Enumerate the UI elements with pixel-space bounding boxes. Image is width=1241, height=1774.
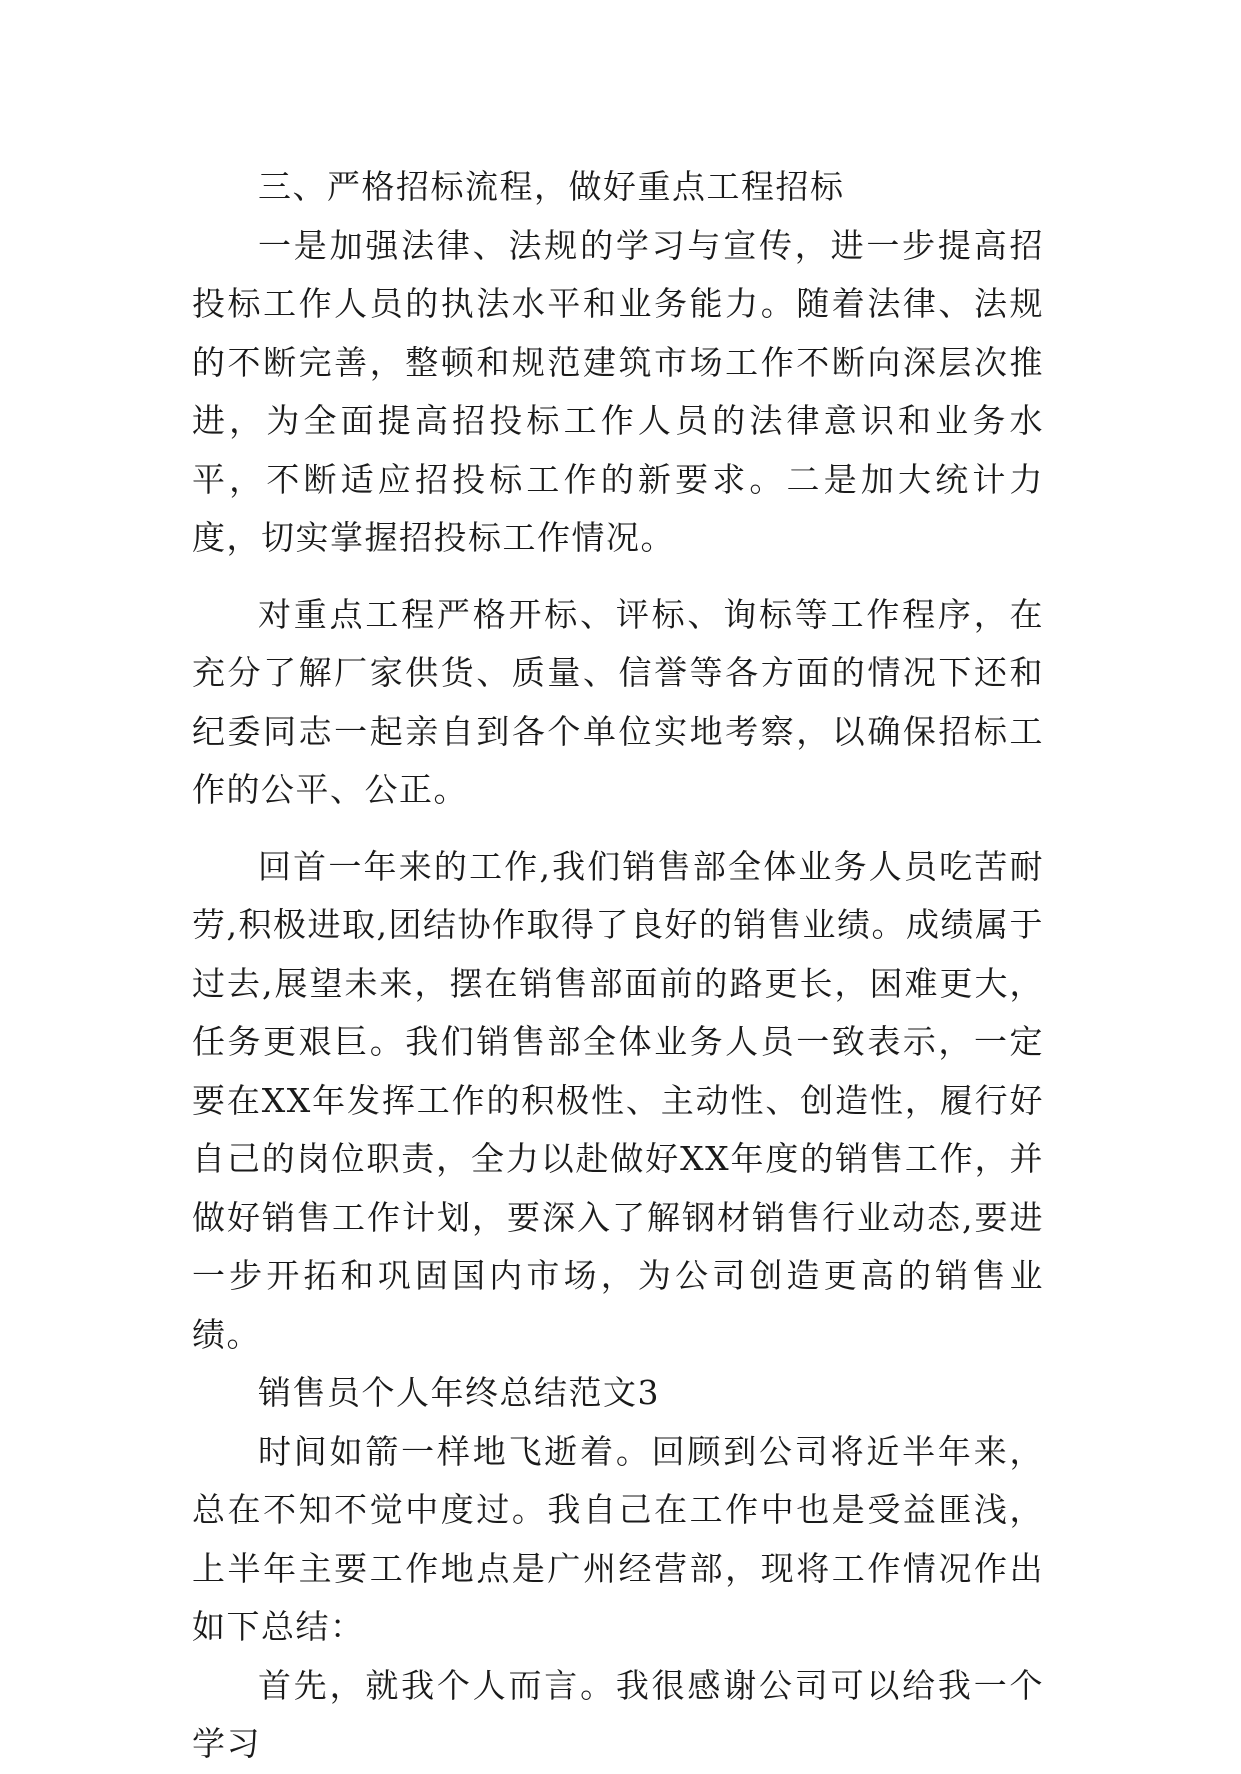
paragraph: 回首一年来的工作,我们销售部全体业务人员吃苦耐劳,积极进取,团结协作取得了良好的销售业绩。成绩属于过去,展望未来，摆在销售部面前的路更长，困难更大，任务更艰巨。我们销售部全体业务人员一致表示，一定要在XX年发挥工作的积极性、主动性、创造性，履行好自己的岗位职责，全力以赴做好XX年度的销售工作，并做好销售工作计划，要深入了解钢材销售行业动态,要进一步开拓和巩固国内市场，为公司创造更高的销售业绩。 bbox=[192, 846, 1044, 1354]
document-body bbox=[192, 158, 1044, 1774]
paragraph: 首先，就我个人而言。我很感谢公司可以给我一个学习 bbox=[192, 1665, 1044, 1763]
section-heading: 三、严格招标流程，做好重点工程招标 bbox=[258, 167, 845, 206]
paragraph: 一是加强法律、法规的学习与宣传，进一步提高招投标工作人员的执法水平和业务能力。随着法律、法规的不断完善，整顿和规范建筑市场工作不断向深层次推进，为全面提高招投标工作人员的法律意识和业务水平，不断适应招投标工作的新要求。二是加大统计力度，切实掌握招投标工作情况。 bbox=[192, 225, 1044, 557]
paragraph: 时间如箭一样地飞逝着。回顾到公司将近半年来，总在不知不觉中度过。我自己在工作中也是受益匪浅，上半年主要工作地点是广州经营部，现将工作情况作出如下总结： bbox=[192, 1431, 1044, 1646]
article-title: 销售员个人年终总结范文3 bbox=[258, 1373, 660, 1412]
paragraph: 对重点工程严格开标、评标、询标等工作程序，在充分了解厂家供货、质量、信誉等各方面的情况下还和纪委同志一起亲自到各个单位实地考察，以确保招标工作的公平、公正。 bbox=[192, 594, 1044, 809]
